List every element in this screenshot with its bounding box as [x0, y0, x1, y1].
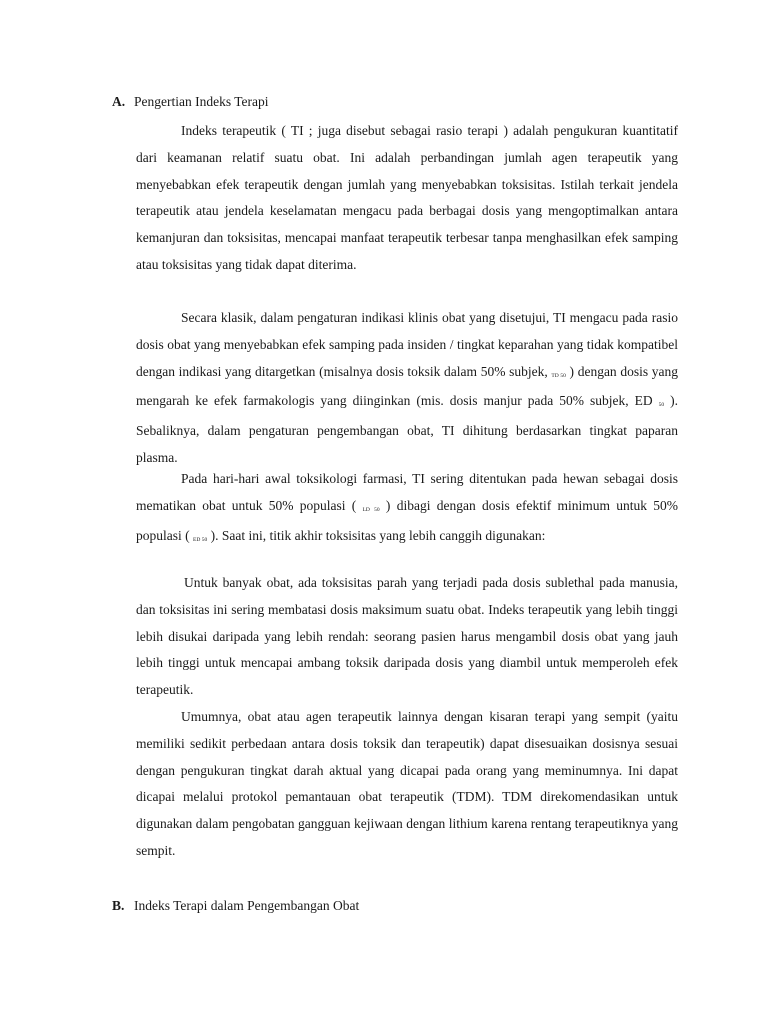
- paragraph-3-text-b: ) dibagi dengan dosis efektif minimum untuk 50% populasi (: [136, 497, 678, 543]
- paragraph-3-text-a: Pada hari-hari awal toksikologi farmasi, TI sering ditentukan pada hewan sebagai dosis mematikan obat untuk 50% populasi (: [136, 471, 678, 513]
- paragraph-1: [136, 118, 678, 279]
- paragraph-5-text: Umumnya, obat atau agen terapeutik lainnya dengan kisaran terapi yang sempit (yaitu memiliki sedikit perbedaan antara dosis toksik dan terapeutik) dapat disesuaikan dosisnya sesuai dengan pengukuran tingkat darah aktual yang dicapai pada orang yang meminumnya. Ini dapat dicapai melalui protokol pemantauan obat terapeutik (TDM). TDM direkomendasikan untuk digunakan dalam pengobatan gangguan kejiwaan dengan lithium karena rentang terapeutiknya yang sempit.: [136, 709, 678, 858]
- paragraph-5: [136, 704, 678, 865]
- td50-subscript: TD 50: [551, 372, 566, 379]
- paragraph-2-text-c: ). Sebaliknya, dalam pengaturan pengembangan obat, TI dihitung berdasarkan tingkat paparan plasma.: [136, 393, 678, 465]
- ed50-subscript: 50: [658, 402, 665, 409]
- section-a-heading: [112, 93, 269, 111]
- paragraph-3: [136, 466, 678, 552]
- paragraph-4-text: Untuk banyak obat, ada toksisitas parah yang terjadi pada dosis sublethal pada manusia, dan toksisitas ini sering membatasi dosis maksimum suatu obat. Indeks terapeutik yang lebih tinggi lebih disukai daripada yang lebih rendah: seorang pasien harus mengambil dosis obat yang jauh lebih tinggi untuk mencapai ambang toksik daripada dosis yang diambil untuk memperoleh efek terapeutik.: [136, 575, 678, 698]
- section-b-title: Indeks Terapi dalam Pengembangan Obat: [134, 898, 360, 913]
- paragraph-4: [136, 570, 678, 704]
- paragraph-3-text-c: ). Saat ini, titik akhir toksisitas yang lebih canggih digunakan:: [207, 527, 546, 543]
- section-b-letter: B.: [112, 898, 125, 913]
- section-a-title: Pengertian Indeks Terapi: [134, 94, 269, 109]
- paragraph-2: [136, 305, 678, 472]
- section-b-heading: [112, 897, 359, 915]
- ed50-subscript-2: ED 50: [193, 536, 208, 543]
- section-a-letter: A.: [112, 94, 126, 109]
- paragraph-1-text: Indeks terapeutik ( TI ; juga disebut sebagai rasio terapi ) adalah pengukuran kuantitatif dari keamanan relatif suatu obat. Ini adalah perbandingan jumlah agen terapeutik yang menyebabkan efek terapeutik dengan jumlah yang menyebabkan toksisitas. Istilah terkait jendela terapeutik atau jendela keselamatan mengacu pada berbagai dosis yang mengoptimalkan antara kemanjuran dan toksisitas, mencapai manfaat terapeutik terbesar tanpa menghasilkan efek samping atau toksisitas yang tidak dapat diterima.: [136, 123, 678, 272]
- paragraph-2-text-a: Secara klasik, dalam pengaturan indikasi klinis obat yang disetujui, TI mengacu pada rasio dosis obat yang menyebabkan efek samping pada insiden / tingkat keparahan yang tidak kompatibel dengan indikasi yang ditargetkan (misalnya dosis toksik dalam 50% subjek,: [136, 310, 678, 379]
- paragraph-2-text-b: ) dengan dosis yang mengarah ke efek farmakologis yang diinginkan (mis. dosis manjur pada 50% subjek, ED: [136, 363, 678, 409]
- ld50-subscript: LD 50: [362, 506, 380, 513]
